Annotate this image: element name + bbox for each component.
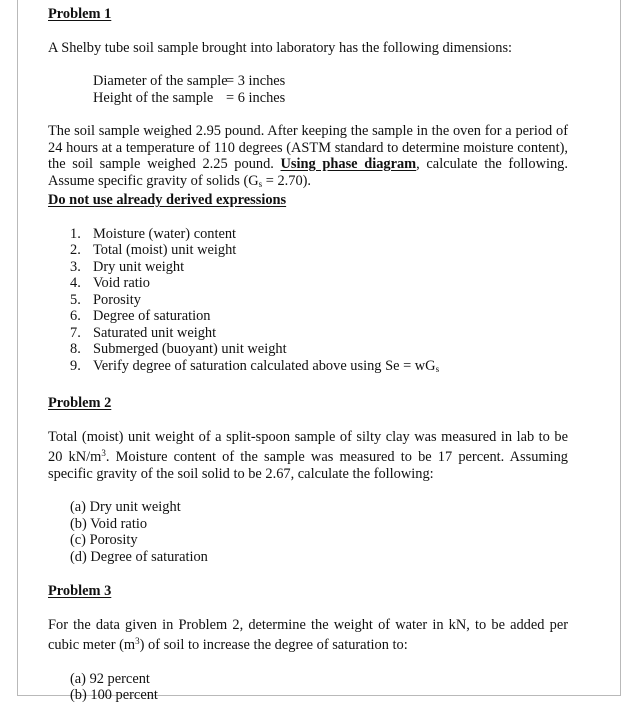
dimension-label: Diameter of the sample: [93, 73, 228, 89]
list-item: 5. Porosity: [70, 291, 141, 308]
problem-1-description: The soil sample weighed 2.95 pound. After keeping the sample in the oven for a period of 24 hours at a temperature of 110 degrees (ASTM standard to determine moisture content), the soil sample weighed 2.25 pound. Using phase diagram, calculate the following. Assume specific gravity of solids $(G_s = 2.70)$.: [48, 123, 568, 189]
list-item: 9. Verify degree of saturation calculated above using $Se = wG_s$: [70, 358, 568, 378]
list-item: 4. Void ratio: [70, 275, 150, 291]
list-item: 8. Submerged (buoyant) unit weight: [70, 341, 287, 357]
description-part-a: For the data given in Problem 2, determine the weight of water in kN, to be added per cubic meter (m: [48, 616, 568, 653]
phase-diagram-emphasis: Using phase diagram: [280, 156, 417, 172]
list-item-text: Submerged (buoyant) unit weight: [93, 341, 287, 357]
list-item: (a) 92 percent: [70, 670, 150, 687]
problem-1-heading: Problem 1: [48, 6, 112, 22]
problem-3-heading: Problem 3: [48, 583, 112, 599]
verify-saturation-text: Verify degree of saturation calculated above using Se = wG: [93, 357, 436, 374]
description-end: = 2.70).: [262, 172, 312, 189]
problem-2-description: [48, 429, 568, 483]
list-item-text: Degree of saturation: [93, 308, 211, 324]
list-item: (d) Degree of saturation: [70, 548, 208, 565]
list-item: (c) Porosity: [70, 532, 138, 548]
subscript-s: s: [435, 363, 440, 374]
superscript-3: 3: [135, 636, 140, 646]
superscript-3: 3: [101, 448, 106, 458]
subscript-s: s: [258, 178, 263, 189]
list-item: (a) Dry unit weight: [70, 499, 181, 515]
description-continued: calculate the following. Assume specific gravity of solids (G: [48, 156, 568, 189]
derived-expressions-warning: Do not use already derived expressions: [48, 192, 287, 208]
description-main: The soil sample weighed 2.95 pound. After keeping the sample in the oven for a period of 24 hours at a temperature of 110 degrees (ASTM standard to determine moisture content), the soil sample weighed 2.25 pound.: [48, 123, 568, 172]
dimension-value: = 3 inches: [226, 73, 286, 89]
dimension-height: [93, 90, 568, 107]
description-part-b: . Moisture content of the sample was measured to be 17 percent. Assuming specific gravity of the soil solid to be 2.67, calculate the following:: [48, 449, 568, 482]
dimensions-list: [93, 73, 568, 106]
list-item: 6. Degree of saturation: [70, 308, 211, 324]
list-item: (b) 100 percent: [70, 687, 158, 703]
description-part-b: ) of soil to increase the degree of saturation to:: [139, 637, 408, 653]
list-item: 2. Total (moist) unit weight: [70, 242, 237, 258]
list-item-text: Saturated unit weight: [93, 324, 217, 341]
list-item: (b) Void ratio: [70, 515, 148, 532]
list-item-text: Total (moist) unit weight: [93, 242, 237, 258]
problem-3-description: [48, 617, 568, 654]
list-item-text: Void ratio: [93, 275, 150, 291]
list-item-text: Moisture (water) content: [93, 225, 237, 242]
dimension-diameter: [93, 73, 568, 90]
problem-2-heading: Problem 2: [48, 395, 112, 411]
dimension-value: = 6 inches: [226, 89, 286, 106]
problem-2-tasks: [48, 499, 568, 565]
problem-1-intro: A Shelby tube soil sample brought into laboratory has the following dimensions:: [48, 39, 513, 56]
list-item: 7. Saturated unit weight: [70, 324, 217, 341]
problem-1-tasks: [48, 226, 568, 378]
list-item-text: Dry unit weight: [93, 258, 185, 275]
problem-3-tasks: [48, 671, 568, 704]
description-part-a: Total (moist) unit weight of a split-spoon sample of silty clay was measured in lab to be 20 kN/m: [48, 428, 568, 465]
list-item: 1. Moisture (water) content: [70, 225, 237, 242]
list-item-text: [93, 358, 439, 378]
document-body: [48, 6, 568, 704]
list-item-text: Porosity: [93, 291, 141, 308]
list-item: 3. Dry unit weight: [70, 258, 185, 275]
dimension-label: Height of the sample: [93, 89, 214, 106]
